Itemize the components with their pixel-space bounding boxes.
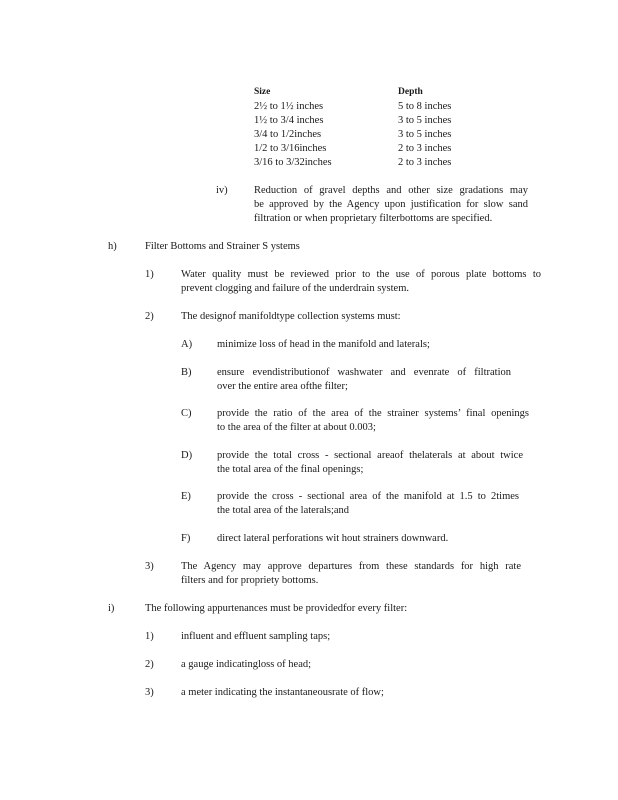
- h-item-3-text: [181, 560, 521, 588]
- subitem-a-marker: A): [181, 339, 193, 350]
- section-h-title: Filter Bottoms and Strainer S ystems: [145, 241, 300, 252]
- table-row-size: 3/16 to 3/32inches: [254, 157, 332, 168]
- subitem-a-text: minimize loss of head in the manifold and laterals;: [217, 339, 430, 350]
- text-line: ensure evendistributionof washwater and evenrate of filtration: [217, 367, 511, 378]
- text-line: The Agency may approve departures from these standards for high rate: [181, 561, 521, 572]
- i-item-1-marker: 1): [145, 631, 154, 642]
- text-line: to the area of the filter at about 0.003;: [217, 421, 376, 433]
- section-i-title: The following appurtenances must be providedfor every filter:: [145, 603, 408, 614]
- table-row-size: 2½ to 1½ inches: [254, 101, 324, 112]
- subitem-e-text: [217, 490, 519, 518]
- item-iv-marker: iv): [216, 185, 228, 196]
- text-line: provide the cross - sectional area of the manifold at 1.5 to 2times: [217, 491, 519, 502]
- i-item-2-text: a gauge indicatingloss of head;: [181, 659, 312, 670]
- h-item-3-marker: 3): [145, 561, 154, 572]
- text-line: filters and for propriety bottoms.: [181, 574, 319, 586]
- size-column-header: Size: [254, 87, 271, 97]
- table-row-size: 1/2 to 3/16inches: [254, 143, 327, 154]
- table-row-depth: 2 to 3 inches: [398, 157, 452, 168]
- h-item-1-marker: 1): [145, 269, 154, 280]
- h-item-2-text: The designof manifoldtype collection systems must:: [181, 311, 401, 322]
- subitem-b-text: [217, 366, 511, 394]
- table-row-size: 3/4 to 1/2inches: [254, 129, 322, 140]
- depth-column-header: Depth: [398, 87, 423, 97]
- section-h-marker: h): [108, 241, 117, 252]
- h-item-2-marker: 2): [145, 311, 154, 322]
- subitem-d-text: [217, 449, 523, 477]
- subitem-f-text: direct lateral perforations wit hout strainers downward.: [217, 533, 449, 544]
- table-row-depth: 3 to 5 inches: [398, 129, 452, 140]
- table-row-depth: 5 to 8 inches: [398, 101, 452, 112]
- table-row-depth: 3 to 5 inches: [398, 115, 452, 126]
- table-row-size: 1½ to 3/4 inches: [254, 115, 324, 126]
- i-item-1-text: influent and effluent sampling taps;: [181, 631, 331, 642]
- subitem-c-text: [217, 407, 529, 435]
- text-line: prevent clogging and failure of the underdrain system.: [181, 282, 410, 294]
- h-item-1-text: [181, 268, 541, 296]
- text-line: provide the ratio of the area of the strainer systems’ final openings: [217, 408, 529, 419]
- table-row-depth: 2 to 3 inches: [398, 143, 452, 154]
- text-line: Water quality must be reviewed prior to the use of porous plate bottoms to: [181, 269, 541, 280]
- subitem-e-marker: E): [181, 491, 191, 502]
- text-line: provide the total cross - sectional areaof thelaterals at about twice: [217, 450, 523, 461]
- item-iv-text: [254, 184, 528, 225]
- subitem-b-marker: B): [181, 367, 192, 378]
- text-line: filtration or when proprietary filterbottoms are specified.: [254, 212, 493, 224]
- subitem-d-marker: D): [181, 450, 193, 461]
- i-item-3-marker: 3): [145, 687, 154, 698]
- subitem-f-marker: F): [181, 533, 191, 544]
- section-i-marker: i): [108, 603, 115, 614]
- i-item-2-marker: 2): [145, 659, 154, 670]
- text-line: the total area of the final openings;: [217, 463, 364, 475]
- subitem-c-marker: C): [181, 408, 192, 419]
- text-line: over the entire area ofthe filter;: [217, 380, 348, 392]
- text-line: Reduction of gravel depths and other size gradations may: [254, 185, 528, 196]
- text-line: the total area of the laterals;and: [217, 504, 350, 516]
- i-item-3-text: a meter indicating the instantaneousrate of flow;: [181, 687, 384, 698]
- text-line: be approved by the Agency upon justification for slow sand: [254, 198, 528, 210]
